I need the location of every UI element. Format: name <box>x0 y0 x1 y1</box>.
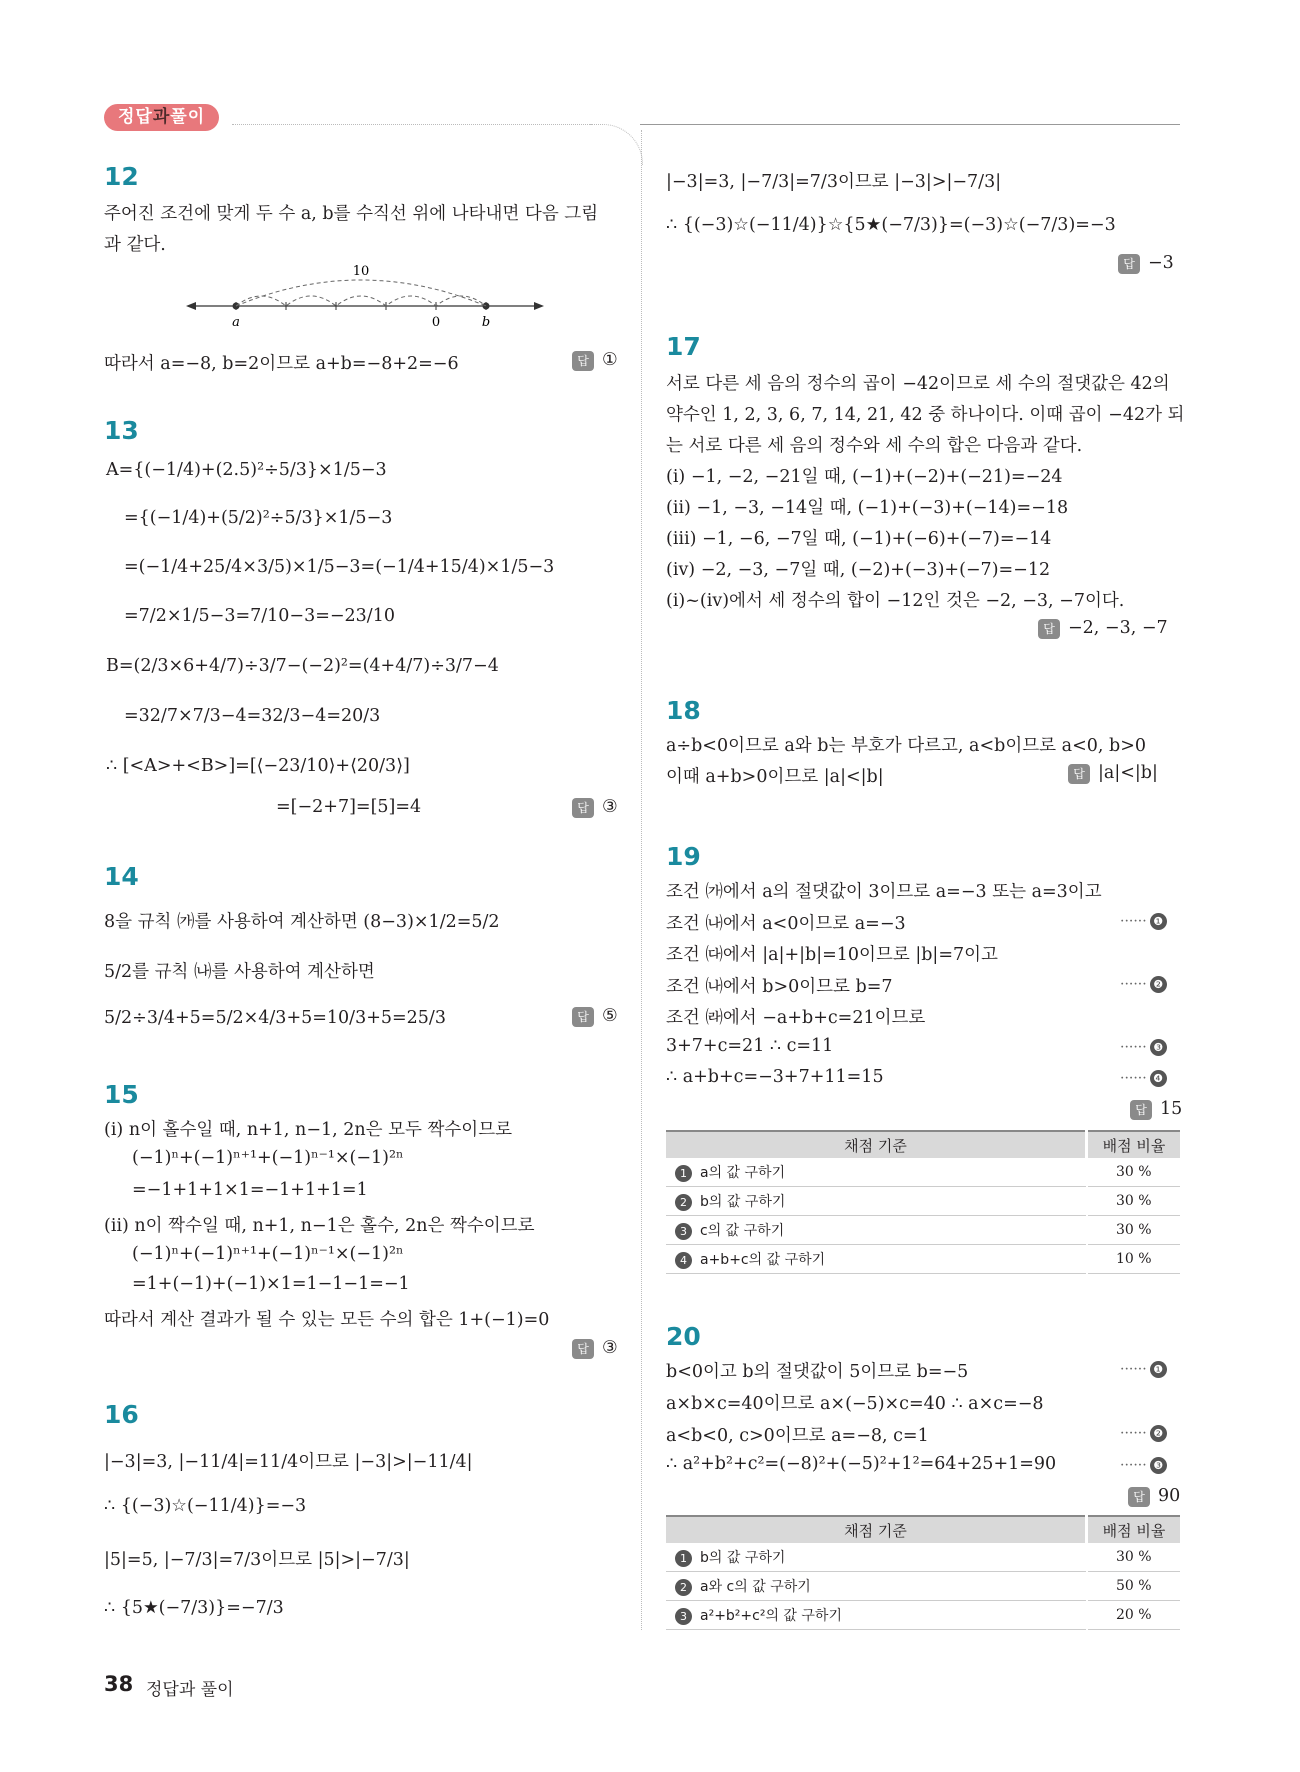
p20-rubric-table <box>666 1515 1180 1630</box>
table-row: 3 c의 값 구하기 30 % <box>666 1216 1180 1245</box>
p19-line: 조건 ㈐에서 |a|+|b|=10이므로 |b|=7이고 <box>666 945 998 965</box>
problem-number-18: 18 <box>666 696 701 725</box>
label-zero: 0 <box>431 315 441 330</box>
section-badge: 정답과풀이 <box>104 104 219 131</box>
p17-line: 서로 다른 세 음의 정수의 곱이 −42이므로 세 수의 절댓값은 42의 <box>666 374 1170 394</box>
header-dotted-rule <box>232 124 592 125</box>
distance-label: 10 <box>352 264 370 279</box>
p16-line: |5|=5, |−7/3|=7/3이므로 |5|>|−7/3| <box>104 1550 410 1570</box>
problem-number-15: 15 <box>104 1080 139 1109</box>
p13-line: B=(2/3×6+4/7)÷3/7−(−2)²=(4+4/7)÷3/7−4 <box>106 656 499 676</box>
table-row: 3 a²+b²+c²의 값 구하기 20 % <box>666 1601 1180 1630</box>
p12-line-2: 과 같다. <box>104 235 166 255</box>
problem-number-20: 20 <box>666 1322 701 1351</box>
p18-answer: 답 |a|<|b| <box>1068 763 1158 784</box>
step-marker-1: ······ ❶ <box>1120 913 1167 930</box>
p18-line: a÷b<0이므로 a와 b는 부호가 다르고, a<b이므로 a<0, b>0 <box>666 736 1146 756</box>
rubric-header-ratio: 배점 비율 <box>1087 1516 1181 1543</box>
p17-line: (ⅰ)~(ⅳ)에서 세 정수의 합이 −12인 것은 −2, −3, −7이다. <box>666 591 1125 611</box>
p12-line-1: 주어진 조건에 맞게 두 수 a, b를 수직선 위에 나타내면 다음 그림 <box>104 204 599 224</box>
p17-line: (ⅳ) −2, −3, −7일 때, (−2)+(−3)+(−7)=−12 <box>666 560 1051 580</box>
p19-line: 조건 ㈏에서 b>0이므로 b=7 <box>666 977 893 997</box>
p16-line: ∴ {(−3)☆(−11/4)}=−3 <box>104 1496 307 1516</box>
p12-line-3: 따라서 a=−8, b=2이므로 a+b=−8+2=−6 <box>104 354 459 374</box>
label-b: b <box>481 315 491 330</box>
table-row: 2 a와 c의 값 구하기 50 % <box>666 1572 1180 1601</box>
p20-line: ∴ a²+b²+c²=(−8)²+(−5)²+1²=64+25+1=90 <box>666 1454 1057 1474</box>
p17-line: 약수인 1, 2, 3, 6, 7, 14, 21, 42 중 하나이다. 이때 곱이 −42가 되 <box>666 405 1185 425</box>
p19-line: 조건 ㈑에서 −a+b+c=21이므로 <box>666 1008 926 1028</box>
p15-line: (ⅰ) n이 홀수일 때, n+1, n−1, 2n은 모두 짝수이므로 <box>104 1120 513 1140</box>
footer-title: 정답과 풀이 <box>146 1680 234 1700</box>
p20-answer: 답 90 <box>1128 1486 1180 1507</box>
p15-answer: 답 ③ <box>572 1338 618 1359</box>
problem-number-13: 13 <box>104 416 139 445</box>
problem-number-12: 12 <box>104 162 139 191</box>
p19-line: ∴ a+b+c=−3+7+11=15 <box>666 1067 884 1087</box>
label-a: a <box>232 315 240 330</box>
p15-line: (−1)ⁿ+(−1)ⁿ⁺¹+(−1)ⁿ⁻¹×(−1)²ⁿ <box>132 1244 404 1264</box>
p20-line: a<b<0, c>0이므로 a=−8, c=1 <box>666 1426 929 1446</box>
p13-line: =[−2+7]=[5]=4 <box>276 797 422 817</box>
p19-line: 3+7+c=21 ∴ c=11 <box>666 1036 834 1056</box>
table-row: 2 b의 값 구하기 30 % <box>666 1187 1180 1216</box>
rubric-header-criteria: 채점 기준 <box>666 1516 1087 1543</box>
p14-line: 5/2÷3/4+5=5/2×4/3+5=10/3+5=25/3 <box>104 1008 446 1028</box>
problem-number-16: 16 <box>104 1400 139 1429</box>
p16-answer: 답 −3 <box>1118 253 1174 274</box>
problem-number-17: 17 <box>666 332 701 361</box>
step-marker-2: ······ ❷ <box>1120 976 1167 993</box>
page-number: 38 <box>104 1672 134 1696</box>
p16-line: |−3|=3, |−11/4|=11/4이므로 |−3|>|−11/4| <box>104 1452 473 1472</box>
p13-line: =(−1/4+25/4×3/5)×1/5−3=(−1/4+15/4)×1/5−3 <box>124 557 555 577</box>
p15-line: (ⅱ) n이 짝수일 때, n+1, n−1은 홀수, 2n은 짝수이므로 <box>104 1216 535 1236</box>
p13-line: ={(−1/4)+(5/2)²÷5/3}×1/5−3 <box>124 508 393 528</box>
p15-line: 따라서 계산 결과가 될 수 있는 모든 수의 합은 1+(−1)=0 <box>104 1310 550 1330</box>
step-marker-1: ······ ❶ <box>1120 1361 1167 1378</box>
problem-number-19: 19 <box>666 842 701 871</box>
p12-answer: 답 ① <box>572 350 618 371</box>
column-divider-curve <box>590 124 643 165</box>
table-row: 4 a+b+c의 값 구하기 10 % <box>666 1245 1180 1274</box>
p13-line: =7/2×1/5−3=7/10−3=−23/10 <box>124 606 395 626</box>
p14-line: 5/2를 규칙 ㈏를 사용하여 계산하면 <box>104 962 375 982</box>
rubric-header-ratio: 배점 비율 <box>1087 1131 1181 1158</box>
p19-line: 조건 ㈏에서 a<0이므로 a=−3 <box>666 914 906 934</box>
step-marker-3: ······ ❸ <box>1120 1457 1167 1474</box>
p19-answer: 답 15 <box>1130 1099 1182 1120</box>
p13-line: =32/7×7/3−4=32/3−4=20/3 <box>124 706 381 726</box>
p19-line: 조건 ㈎에서 a의 절댓값이 3이므로 a=−3 또는 a=3이고 <box>666 882 1102 902</box>
p17-line: (ⅱ) −1, −3, −14일 때, (−1)+(−3)+(−14)=−18 <box>666 498 1069 518</box>
p14-answer: 답 ⑤ <box>572 1006 618 1027</box>
number-line-diagram <box>180 260 550 330</box>
p18-line: 이때 a+b>0이므로 |a|<|b| <box>666 767 884 787</box>
column-divider <box>641 130 642 1630</box>
p13-line: ∴ [<A>+<B>]=[⟨−23/10⟩+⟨20/3⟩] <box>106 756 410 776</box>
rubric-header-criteria: 채점 기준 <box>666 1131 1087 1158</box>
p16-line: ∴ {5★(−7/3)}=−7/3 <box>104 1598 284 1618</box>
p14-line: 8을 규칙 ㈎를 사용하여 계산하면 (8−3)×1/2=5/2 <box>104 912 500 932</box>
p16-cont-line: |−3|=3, |−7/3|=7/3이므로 |−3|>|−7/3| <box>666 172 1002 192</box>
p19-rubric-table <box>666 1130 1180 1274</box>
p15-line: =1+(−1)+(−1)×1=1−1−1=−1 <box>132 1274 410 1294</box>
header-rule <box>640 124 1180 125</box>
step-marker-2: ······ ❷ <box>1120 1425 1167 1442</box>
p15-line: =−1+1+1×1=−1+1+1=1 <box>132 1180 368 1200</box>
p20-line: a×b×c=40이므로 a×(−5)×c=40 ∴ a×c=−8 <box>666 1394 1044 1414</box>
step-marker-4: ······ ❹ <box>1120 1070 1167 1087</box>
p17-answer: 답 −2, −3, −7 <box>1038 618 1168 639</box>
problem-number-14: 14 <box>104 862 139 891</box>
p16-cont-line: ∴ {(−3)☆(−11/4)}☆{5★(−7/3)}=(−3)☆(−7/3)=−3 <box>666 215 1116 235</box>
p13-answer: 답 ③ <box>572 797 618 818</box>
p13-line: A={(−1/4)+(2.5)²÷5/3}×1/5−3 <box>106 460 387 480</box>
table-row: 1 a의 값 구하기 30 % <box>666 1158 1180 1187</box>
p17-line: (ⅲ) −1, −6, −7일 때, (−1)+(−6)+(−7)=−14 <box>666 529 1052 549</box>
table-row: 1 b의 값 구하기 30 % <box>666 1543 1180 1572</box>
p17-line: (ⅰ) −1, −2, −21일 때, (−1)+(−2)+(−21)=−24 <box>666 467 1063 487</box>
step-marker-3: ······ ❸ <box>1120 1039 1167 1056</box>
p17-line: 는 서로 다른 세 음의 정수와 세 수의 합은 다음과 같다. <box>666 436 1083 456</box>
p15-line: (−1)ⁿ+(−1)ⁿ⁺¹+(−1)ⁿ⁻¹×(−1)²ⁿ <box>132 1148 404 1168</box>
p20-line: b<0이고 b의 절댓값이 5이므로 b=−5 <box>666 1362 969 1382</box>
